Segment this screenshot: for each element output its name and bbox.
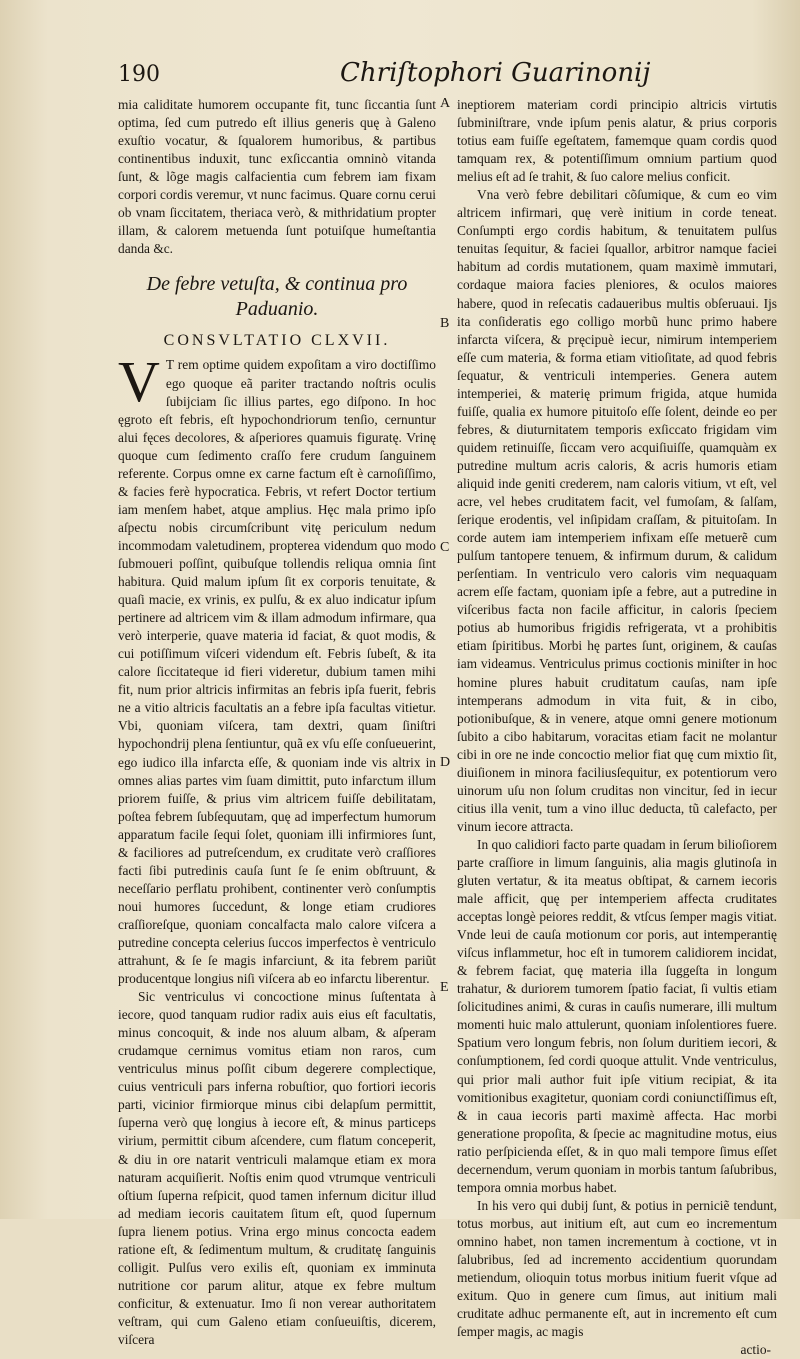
running-head: Chriſtophori Guarinonij xyxy=(340,58,651,88)
margin-letter-a: A xyxy=(440,96,451,111)
margin-letter-d: D xyxy=(440,755,451,770)
consultatio-text: T rem optime quidem expoſitam a viro doctiſſimo ego quoque eã pariter tractando noſtris oculis ſubijciam ſic illius partes, ego diſpono. In hoc ęgroto eſt febris, eſt hypochondriorum tenſio, cernuntur alui fęces decolores, & aſperiores quamuis figuratę. Vrinę quoque cum ſedimento craſſo fere crudum ſanguinem referente. Corpus omne ex carne factum eſt è carnoſiſſimo, & facies ferè hypocratica. Febris, vt refert Doctor tertium iam menſem habet, atque amplius. Hęc mala primo ipſo aſpectu nobis circumſcribunt vitę periculum nedum incommodam valetudinem, propterea videndum quo modo ſubmoueri poſſint, quibuſque tollendis reliqua omnia ſint habitura. Quid malum ipſum ſit ex corporis tenuitate, & quaſi macie, ex vrinis, ex pulſu, & ex aluo indicatur ipſum pertinere ad altricem vim & illam admodum infirmare, qua verò interperie, quave materia id faciat, & quot modis, & cui potiſſimum viſceri videndum eſt. Febris ſubeſt, & ita calore ſiccitateque id fieri videretur, dubium tamen mihi fit, num prior altricis infirmitas an febris ipſa fuerit, febris ne a vitio altricis facultatis an a febre ipſa facultas vitietur. Vbi, quoniam viſcera, tam dextri, quam ſiniſtri hypochondrij plena ſentiuntur, quã ex vſu eſſe conſueuerint, ego iudico illa infarcta eſſe, & quoniam inde vis altrix in omnes alias partes vim ſuam dimittit, puto infarctum illum priorem fuiſſe, & prius vim altricem fuiſſe debilitatam, poſtea febrem ſubſequutam, quę ad imperfectum humorum apparatum facile ſequi ſolet, quoniam illi infirmiores ſunt, & faciliores ad putreſcendum, ex cruditate verò craſſiores facti ſibi putredinis cauſa ſunt ſe ſe enim obſtruunt, & neceſſario perflatu prohibent, continenter verò conſumptis noui humores ſuccedunt, & longe etiam crudiores craſſioreſque, quoniam concalfacta malo calore viſcera a putredine concepta celerius ſuccos imperfectos è ventriculo attrahunt, & ſe ſe magis infarciunt, & ita febrem pariũt producentque longius niſi viſcera ab eo infarctu liberentur. xyxy=(118,357,436,987)
paragraph-sic-ventriculus: Sic ventriculus vi concoctione minus ſuſtentata à iecore, quod tanquam rudior radix auis eius eſt facultatis, minus concoquit, & inde nos aluum albam, & aſperam crudamque cernimus vomitus etiam non raros, cum ventriculus minus poſſit cibum degerere complectique, cuius ventriculi pars inferna robuſtior, quo fortiori iecoris parti, vicinior firmiorque minus cibi delapſum permittit, ſuperna verò quę longius à iecore eſt, & minus particeps virium, permittit cibum aſcendere, cum flatum conceperit, & diu in ore natarit ventriculi malamque etiam ex mora naturam acquiſierit. Noſtis enim quod vtrumque ventriculi oſtium ſuperna reſpicit, quod tamen infernum dicitur illud ad mediam iecoris cauitatem ſitum eſt, quod ſupernum ſupra lienem potius. Vrina ergo minus concocta eadem ratione eſt, & ſedimentum multum, & cruditatę ſanguinis colligit. Pulſus vero exilis eſt, quoniam ex imminuta nutritione cor parum alitur, atque ex febre multum conficitur, & extenuatur. Imo ſi non verear authoritatem veſtram, qui cum Galeno etiam conſueuiſtis, dicerem, viſcera xyxy=(118,989,436,1347)
left-column xyxy=(118,96,436,1349)
consultatio-heading: CONSVLTATIO CLXVII. xyxy=(163,332,391,350)
margin-letter-b: B xyxy=(440,316,450,331)
catchword: actio- xyxy=(740,1342,771,1358)
section-title: De febre vetuſta, & continua pro Paduanio. xyxy=(146,273,408,321)
opening-paragraph: mia caliditate humorem occupante fit, tunc ſiccantia ſunt optima, ſed cum putredo eſt illius generis quę à Galeno exuſtio vocatur, & ſqualorem humoribus, & partibus continentibus induxit, tunc exſiccantia omninò vitanda ſunt, & lõge magis calfacientia cum febrem iam fixam corpori cordis veremur, vt nunc facimus. Quare cornu cerui ob vnam ſiccitatem, theriaca verò, & mithridatium propter illam, & calorem metuenda ſunt potuiſque humeſtantia danda &c. xyxy=(118,97,436,257)
paragraph-in-quo: In quo calidiori facto parte quadam in ſerum bilioſiorem parte craſſiore in limum ſanguinis, alia magis glutinoſa in gluten vertatur, & ita meatus obſtipat, & carnem iecoris male afficit, quę per intemperiem affecta cruditates acceptas longè peiores reddit, & vtſcus ſemper magis vitiat. Vnde leui de cauſa motionum cor poris, aut intemperantię viſcus inflammetur, hoc eſt in tumorem calidiorem incidat, & febrem faciat, quę materia illa ſuggeſta in longum trahatur, & duriorem tumorem ſpatio faciat, ſi vultis etiam ſolicitudines animi, & curas in cauſis numerare, illi multum momenti huic malo attulerunt, quoniam inſolentiores fuere. Spatium vero longum febris, non ſolum duritiem iecori, & conſumptionem, ſed cordi quoque attulit. Vnde ventriculus, qui prior mali author fuit ipſe vitium recipiat, & ita vomitionibus exagitetur, quoniam cordi coniunctiſſimus eſt, & in caua iecoris parti maximè affecta. Hac morbi generatione propoſita, & ſpecie ac magnitudine motus, eius ratio perſpicienda eſſet, & in quo mali tempore ſimus eſſet decernendum, verum quoniam in morbis tantum ſaſubribus, tempora omnia morbus habet. xyxy=(457,836,777,1195)
right-column xyxy=(457,96,777,1359)
page-number: 190 xyxy=(118,62,160,87)
paragraph-in-his: In his vero qui dubij ſunt, & potius in perniciẽ tendunt, totus morbus, aut initium eſt, aut cum eo incrementum omnino habet, non tamen incrementum à coctione, vt in ſalubribus, ſed ad incremento accidentium quorundam metiendum, olioquin totus morbus initium fuerit vſque ad exitum. Quo in genere cum ſimus, aut initium mali cruditate adhuc permanente eſt, aut in incremento eſt cum ſemper magis, ac magis xyxy=(457,1197,777,1340)
consultatio-body xyxy=(118,349,436,988)
page-header xyxy=(118,58,740,92)
drop-cap: V xyxy=(118,349,160,415)
paragraph-vna-vero: Vna verò febre debilitari cõſumique, & cum eo vim altricem infirmari, quę verè initium in corde teneat. Conſumpti ergo cordis habitum, & tenuitatem pulſus tenuitas ſequitur, & faciei ſquallor, arbitror namque faciei habitum ad cordis mutationem, quam maximè immutari, cordaque maiora facies pleniores, & oculos maiores habere, quod in reſecatis cadaueribus multis obſeruaui. Ijs ita conſideratis ego colligo morbũ hunc primo habere infarcta viſcera, & pręcipuè iecur, nimirum intemperiem eſſe cum materia, & forma etiam vitioſitate, ad quod febris ſequatur, & ventriculi intemperies. Genera autem intemperiei, & materię primum frigida, atque humida fuiſſe, qualia ex humore pituitoſo eſſe ſolent, deinde eo per febres, & diuturnitatem temporis exſiccato frigidam vim quidem retinuiſſe, ſiccam vero acquiſiuiſſe, quamquàm ex putredine multum acris caloris, & acris humoris etiam aliquid inde geniti crederem, nam caloris vitium, vt eſt, vel acre, vel hebes cruditatem facit, vel fumoſam, & ſalſam, ſerique erodentis, vel inſipidam craſſam, & pituitoſam. In corde autem iam intemperiem infixam eſſe metuerẽ cum pulſum tantopere tenuem, & infirmum durum, & calidum perſentiam. In ventriculo vero caloris vim nequaquam acrem eſſe factam, quoniam ipſe a febre, aut a putredine in viſceribus facta non facile afficitur, in caloris ſpeciem potius ab humoribus frigidis refrigerata, vt a prohibitis etiam ſpiritibus. Morbi hę partes ſunt, originem, & cauſas iam videamus. Ventriculus primus coctionis miniſter in hoc homine plures habuit cruditatum cauſas, nam ipſe intemperans admodum in vita fuit, & in cibo, potionibuſque, & in venere, atque omni genere motionum ſubito a cibo habitarum, voracitas etiam facit ne molantur cibi in ore ne inde concoctio melior fiat quę cum mixtio ſit, diuiſionem in minora faciliusſequitur, ex potentiorum vero uinorum uſu non ſolum cruditas non vincitur, ſed in iecur citius illa venit, tum a vino illuc deducta, tũ calefacto, per vinum iecore attracta. xyxy=(457,187,777,834)
margin-letter-e: E xyxy=(440,980,449,995)
margin-letter-c: C xyxy=(440,540,450,555)
paragraph-ineptiorem: ineptiorem materiam cordi principio altricis virtutis ſubminiſtrare, vnde ipſum penis alatur, & prius corporis totius eam fuiſſe egeſtatem, famemque quam cordis quod tamquam rex, & potentiſſimum omnium partium quod melius eſt ad ſe trahit, & ſuo calore melius conficit. xyxy=(457,97,777,185)
